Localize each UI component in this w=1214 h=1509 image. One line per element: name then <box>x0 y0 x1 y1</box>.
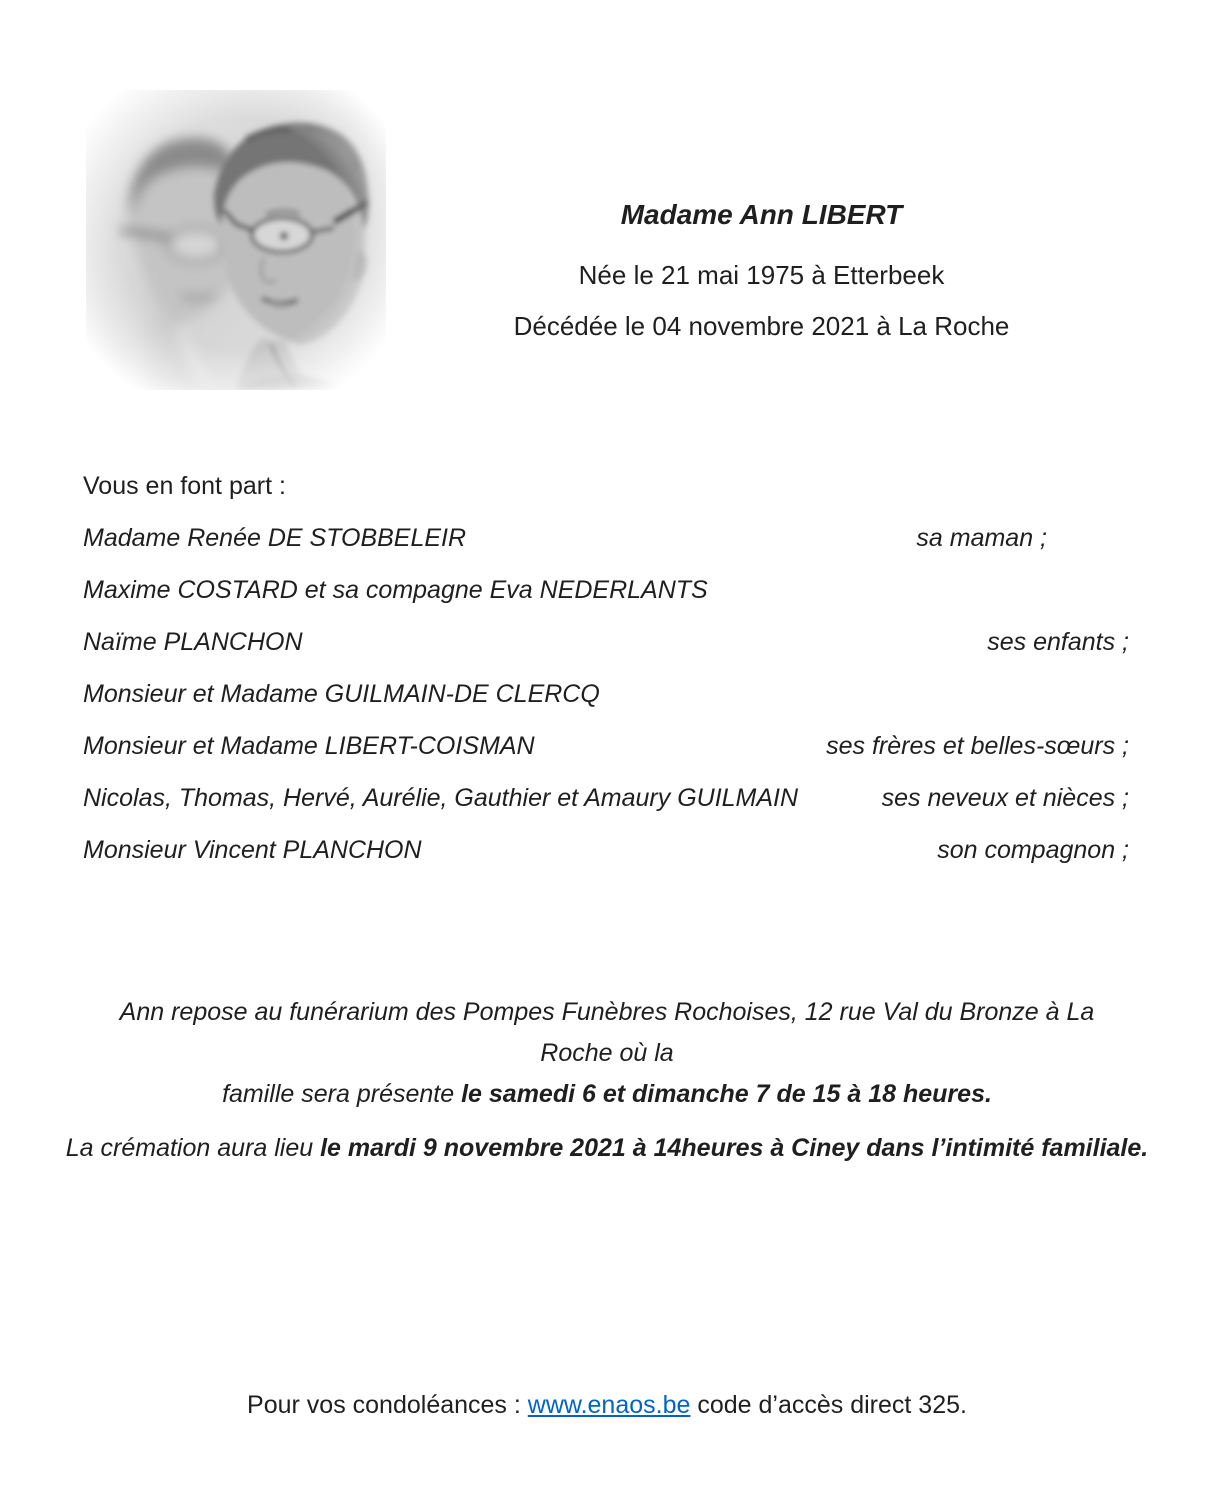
family-row <box>83 785 1129 812</box>
condolences-line <box>0 1390 1214 1420</box>
family-relation: sa maman ; <box>916 524 1047 552</box>
family-name: Monsieur Vincent PLANCHON <box>83 836 422 864</box>
family-list <box>83 473 1129 889</box>
family-relation: ses neveux et nièces ; <box>881 784 1129 812</box>
cremation-bold: le mardi 9 novembre 2021 à 14heures à Ciney dans l’intimité familiale. <box>320 1134 1149 1162</box>
family-row <box>83 577 1129 604</box>
header-block <box>309 198 1214 341</box>
cremation-paragraph <box>60 1133 1154 1163</box>
family-relation: son compagnon ; <box>937 836 1129 864</box>
family-row <box>83 733 1129 760</box>
intro-line: Vous en font part : <box>83 472 286 500</box>
deceased-name-title: Madame Ann LIBERT <box>620 199 903 230</box>
family-row <box>83 525 1129 552</box>
family-name: Monsieur et Madame LIBERT-COISMAN <box>83 732 535 760</box>
birth-line: Née le 21 mai 1975 à Etterbeek <box>578 260 945 290</box>
family-relation: ses frères et belles-sœurs ; <box>826 732 1129 760</box>
family-name: Monsieur et Madame GUILMAIN-DE CLERCQ <box>83 680 600 708</box>
wake-line2-normal: famille sera présente <box>222 1080 462 1108</box>
death-line: Décédée le 04 novembre 2021 à La Roche <box>513 311 1010 341</box>
cremation-normal: La crémation aura lieu <box>65 1134 321 1162</box>
family-name: Naïme PLANCHON <box>83 628 303 656</box>
family-name: Madame Renée DE STOBBELEIR <box>83 524 467 552</box>
condolences-suffix: code d’accès direct 325. <box>690 1391 967 1419</box>
family-row <box>83 681 1129 708</box>
wake-line1: Ann repose au funérarium des Pompes Funèbres Rochoises, 12 rue Val du Bronze à La Roche où la <box>119 998 1095 1067</box>
family-row <box>83 837 1129 864</box>
family-name: Nicolas, Thomas, Hervé, Aurélie, Gauthier et Amaury GUILMAIN <box>83 784 799 812</box>
family-name: Maxime COSTARD et sa compagne Eva NEDERLANTS <box>83 576 708 604</box>
family-row <box>83 629 1129 656</box>
condolences-link[interactable]: www.enaos.be <box>527 1391 691 1419</box>
condolences-prefix: Pour vos condoléances : <box>247 1391 528 1419</box>
family-relation: ses enfants ; <box>987 628 1129 656</box>
wake-paragraph <box>88 992 1126 1115</box>
wake-line2-bold: le samedi 6 et dimanche 7 de 15 à 18 heures. <box>461 1080 992 1108</box>
